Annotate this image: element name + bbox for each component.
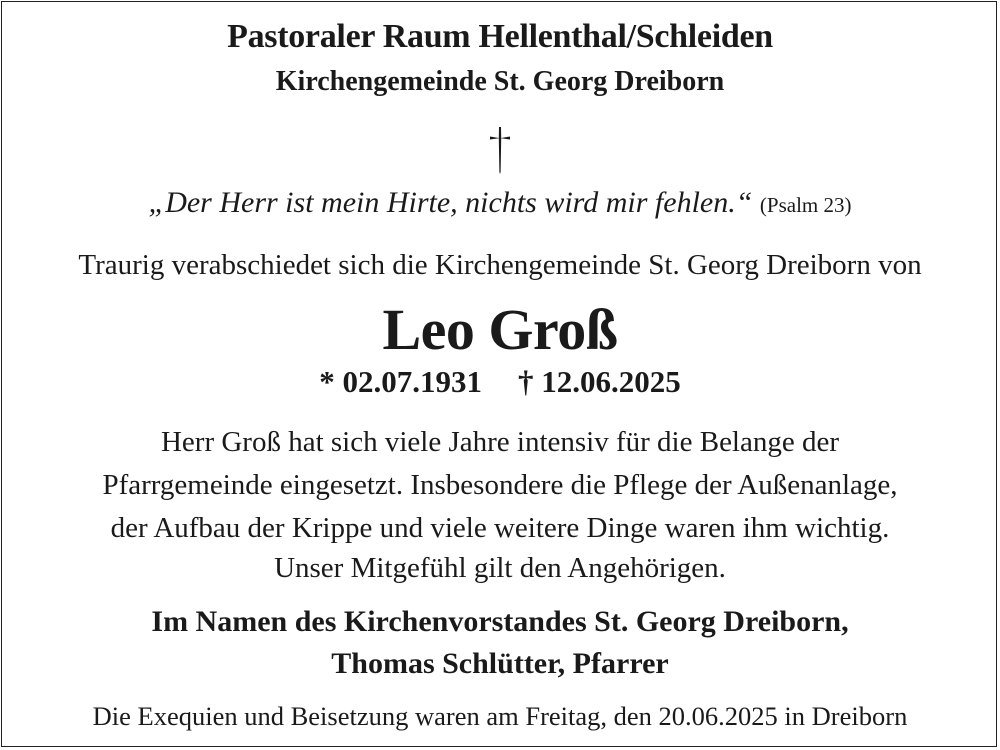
parish-subtitle: Kirchengemeinde St. Georg Dreiborn (275, 66, 725, 97)
psalm-quote: „Der Herr ist mein Hirte, nichts wird mir fehlen.“ (148, 186, 753, 219)
body-line: Pfarrgemeinde eingesetzt. Insbesondere die Pflege der Außenanlage, (102, 469, 898, 501)
intro-text: Traurig verabschiedet sich die Kirchengemeinde St. Georg Dreiborn von (78, 249, 922, 281)
deceased-name: Leo Groß (382, 297, 618, 362)
body-line: Herr Groß hat sich viele Jahre intensiv für die Belange der (160, 426, 840, 458)
birth-date: * 02.07.1931 (319, 364, 482, 399)
funeral-info: Die Exequien und Beisetzung waren am Freitag, den 20.06.2025 in Dreiborn (92, 701, 908, 731)
life-dates (0, 364, 1000, 400)
psalm-reference: (Psalm 23) (759, 193, 852, 217)
body-line: Unser Mitgefühl gilt den Angehörigen. (274, 552, 726, 584)
signature-pastor: Thomas Schlütter, Pfarrer (331, 647, 669, 680)
body-line: der Aufbau der Krippe und viele weitere Dinge waren ihm wichtig. (110, 512, 890, 544)
signature-organization: Im Namen des Kirchenvorstandes St. Georg Dreiborn, (151, 605, 849, 638)
latin-cross-icon (484, 124, 516, 176)
parish-title: Pastoraler Raum Hellenthal/Schleiden (227, 18, 773, 55)
psalm-quote-line (0, 186, 1000, 220)
death-date: † 12.06.2025 (518, 364, 681, 399)
